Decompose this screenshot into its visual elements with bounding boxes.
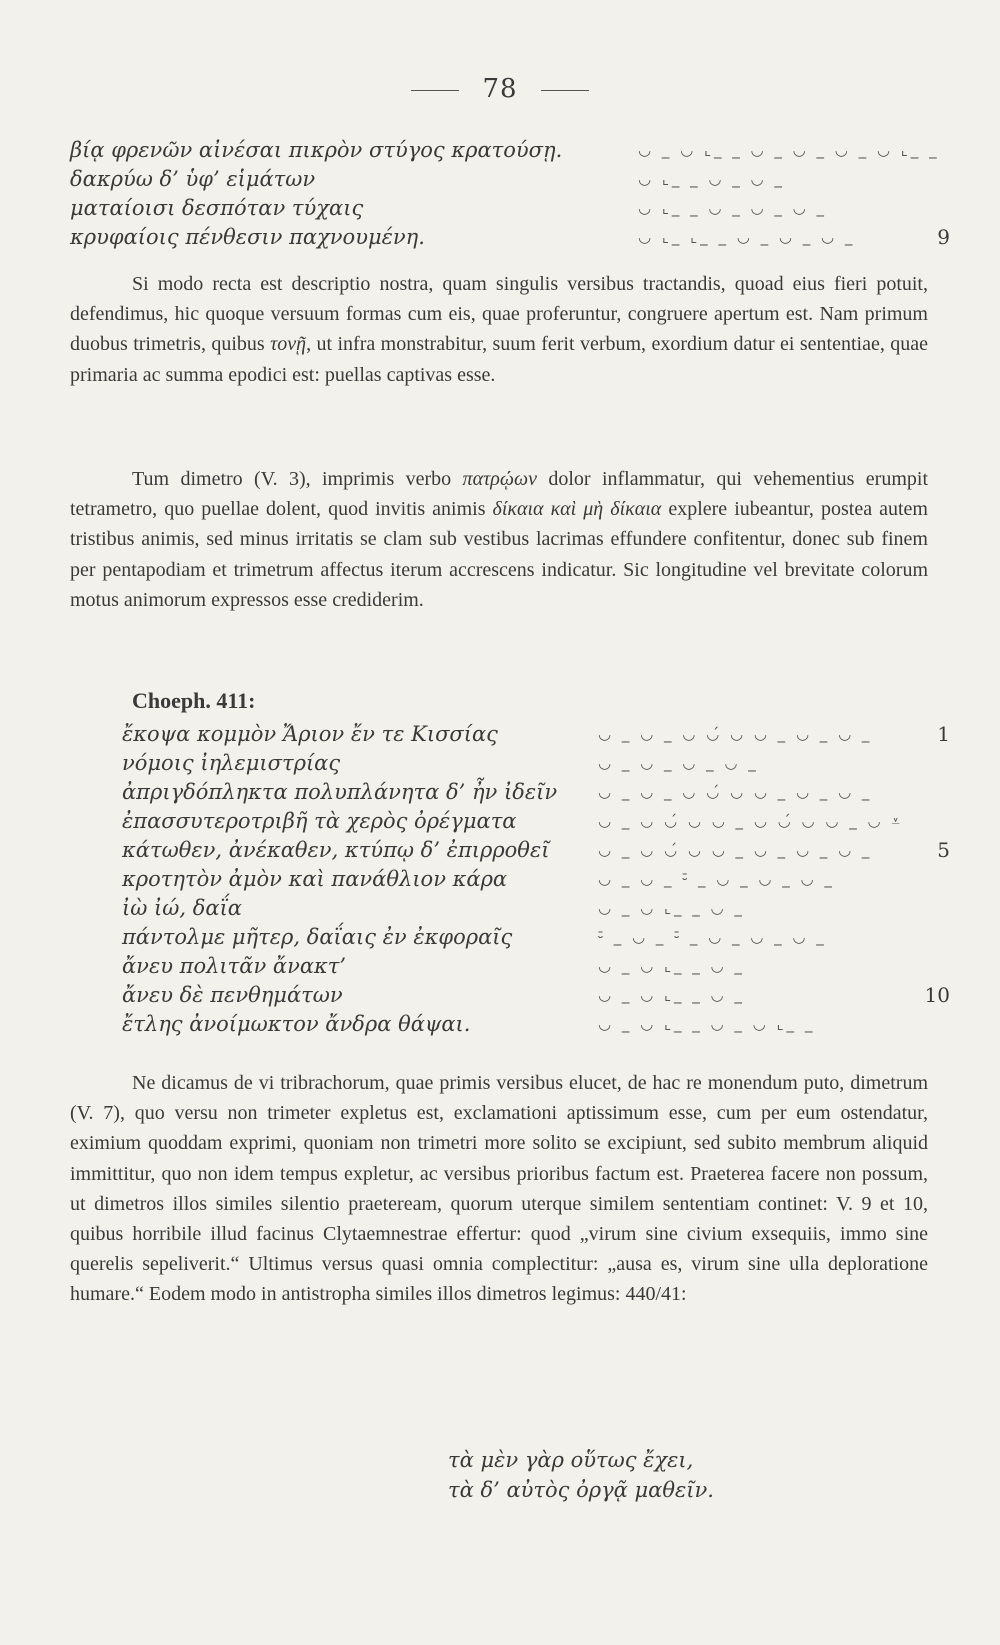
header-dash-left <box>411 90 459 91</box>
verse-line <box>70 807 950 836</box>
verse-text: βίᾳ φρενῶν αἰνέσαι πικρὸν στύγος κρατούσῃ. <box>70 138 563 162</box>
verse-meter: ◡ _ ◡ _ ◡ _ ◡ _ <box>598 754 759 772</box>
verse-line <box>70 981 950 1010</box>
verse-line <box>70 194 950 223</box>
verse-line <box>70 836 950 865</box>
final-verse-2: τὰ δ’ αὐτὸς ὀργᾷ μαθεῖν. <box>448 1478 714 1502</box>
verse-text: ἰὼ ἰώ, δαΐα <box>122 896 242 920</box>
verse-text: νόμοις ἰηλεμιστρίας <box>122 751 341 775</box>
verse-text: ἄνευ δὲ πενθημάτων <box>122 983 343 1007</box>
para2-greek-2: δίκαια καὶ μὴ δίκαια <box>492 498 662 521</box>
verse-line <box>70 749 950 778</box>
verse-text: κρυφαίοις πένθεσιν παχνουμένη. <box>70 225 425 249</box>
para2-text-a: Tum dimetro (V. 3), imprimis verbo <box>132 468 463 490</box>
verses-mid <box>70 720 950 1039</box>
page-header <box>0 74 1000 104</box>
verse-meter: ◡ ⌞_ _ ◡ _ ◡ _ <box>638 170 785 188</box>
verse-text: πάντολμε μῆτερ, δαΐαις ἐν ἐκφοραῖς <box>122 925 513 949</box>
para1-text: Si modo recta est descriptio nostra, quam singulis versibus tractandis, quoad eius fieri potuit, defendimus, hic quoque versuum formas cum eis, quae proferuntur, congruere apertum est. Nam primum duobus trimetris, quibus <box>70 273 928 356</box>
verse-line <box>70 894 950 923</box>
verse-number: 9 <box>937 225 950 249</box>
verses-top <box>70 136 950 252</box>
verse-meter: ◡ _ ◡ _ ⏑̄ _ ◡ _ ◡ _ ◡ _ <box>598 870 835 888</box>
verse-text: ἔκοψα κομμὸν Ἄριον ἔν τε Κισσίας <box>122 722 498 746</box>
verse-line <box>70 952 950 981</box>
verse-line <box>70 1010 950 1039</box>
verse-meter: ◡ ⌞_ ⌞_ _ ◡ _ ◡ _ ◡ _ <box>638 228 856 246</box>
verse-line <box>70 923 950 952</box>
verse-line <box>70 223 950 252</box>
verse-meter: ◡ _ ◡ ⌞_ _ ◡ _ <box>598 986 745 1004</box>
para1-greek: τονῇ <box>270 333 307 356</box>
verse-text: ἀπριγδόπληκτα πολυπλάνητα δ’ ἦν ἰδεῖν <box>122 780 558 804</box>
section-title: Choeph. 411: <box>132 688 256 713</box>
verse-line <box>70 136 950 165</box>
verse-meter: ◡ _ ◡ ◡́ ◡ ◡ _ ◡ ◡́ ◡ ◡ _ ◡ ⩡ <box>598 812 903 830</box>
verse-number: 10 <box>924 983 950 1007</box>
verse-text: ἐπασσυτεροτριβῆ τὰ χερὸς ὀρέγματα <box>122 809 517 833</box>
verse-line <box>70 778 950 807</box>
para2-greek-1: πατρῴων <box>462 468 537 490</box>
verse-meter: ◡ _ ◡ ⌞_ _ ◡ _ <box>598 899 745 917</box>
verse-number: 5 <box>937 838 950 862</box>
verse-text: δακρύω δ’ ὑφ’ εἱμάτων <box>70 167 316 191</box>
verse-meter: ◡ _ ◡ _ ◡ ◡́ ◡ ◡ _ ◡ _ ◡ _ <box>598 783 873 801</box>
page-number: 78 <box>482 74 518 104</box>
verse-meter: ◡ _ ◡ ⌞_ _ ◡ _ <box>598 957 745 975</box>
verse-meter: ◡ _ ◡ ⌞_ _ ◡ _ ◡ ⌞_ _ <box>598 1015 816 1033</box>
verse-meter: ◡ _ ◡ _ ◡ ◡́ ◡ ◡ _ ◡ _ ◡ _ <box>598 725 873 743</box>
verse-text: κροτητὸν ἀμὸν καὶ πανάθλιον κάρα <box>122 867 508 891</box>
verse-meter: ◡ _ ◡ ⌞_ _ ◡ _ ◡ _ ◡ _ ◡ ⌞_ _ <box>638 141 940 159</box>
para2-text-b: dolor inflammatur, qui vehementius erumpit tetrametro, quo puellae dolent, quod invitis animis <box>70 468 928 521</box>
para2-text-c: explere iubeantur, postea autem tristibus animis, sed minus irritatis se clam sub vestibus lacrimas effundere confitentur, donec sub finem per pentapodiam et trimetrum affectus iterum accrescens indicatur. Sic longitudine vel brevitate colorum motus animorum expressos esse crediderim. <box>70 498 928 611</box>
verse-number: 1 <box>937 722 950 746</box>
verse-text: ματαίοισι δεσπόταν τύχαις <box>70 196 364 220</box>
verse-line <box>70 165 950 194</box>
verse-line <box>70 865 950 894</box>
paragraph-1 <box>70 269 928 390</box>
verse-meter: ◡ ⌞_ _ ◡ _ ◡ _ ◡ _ <box>638 199 828 217</box>
paragraph-2 <box>70 464 928 615</box>
verse-meter: ⏑̄ _ ◡ _ ⏑̄ _ ◡ _ ◡ _ ◡ _ <box>598 928 827 946</box>
verse-text: ἄνευ πολιτᾶν ἄνακτ’ <box>122 954 347 978</box>
verse-text: ἔτλης ἀνοίμωκτον ἄνδρα θάψαι. <box>122 1012 471 1036</box>
verse-meter: ◡ _ ◡ ◡́ ◡ ◡ _ ◡ _ ◡ _ ◡ _ <box>598 841 873 859</box>
paragraph-3: Ne dicamus de vi tribrachorum, quae primis versibus elucet, de hac re monendum puto, dimetrum (V. 7), quo versu non trimeter expletus est, exclamationi aptissimum esse, cum per eum ostendatur, eximium quoddam exprimi, quoniam non trimetri more solito se excipiunt, sed subito membrum aliquid immittitur, quo non idem tempus expletur, ac versibus prioribus factum est. Praeterea facere non possum, ut dimetros illos similes silentio praeteream, quorum uterque similem sententiam continet: V. 9 et 10, quibus horribile illud facinus Clytaemnestrae effertur: quod „virum sine civium exsequiis, immo sine querelis sepeliverit.“ Ultimus versus quasi omnia complectitur: „ausa es, virum sine ulla deploratione humare.“ Eodem modo in antistropha similes illos dimetros legimus: 440/41: <box>70 1072 928 1306</box>
header-dash-right <box>541 90 589 91</box>
final-verse-1: τὰ μὲν γὰρ οὕτως ἔχει, <box>448 1448 694 1472</box>
verse-text: κάτωθεν, ἀνέκαθεν, κτύπῳ δ’ ἐπιρροθεῖ <box>122 838 550 862</box>
para1-text-rest: , ut infra monstrabitur, suum ferit verbum, exordium datur ei sententiae, quae primaria ac summa epodici est: puellas captivas esse. <box>70 333 929 386</box>
verse-line <box>70 720 950 749</box>
